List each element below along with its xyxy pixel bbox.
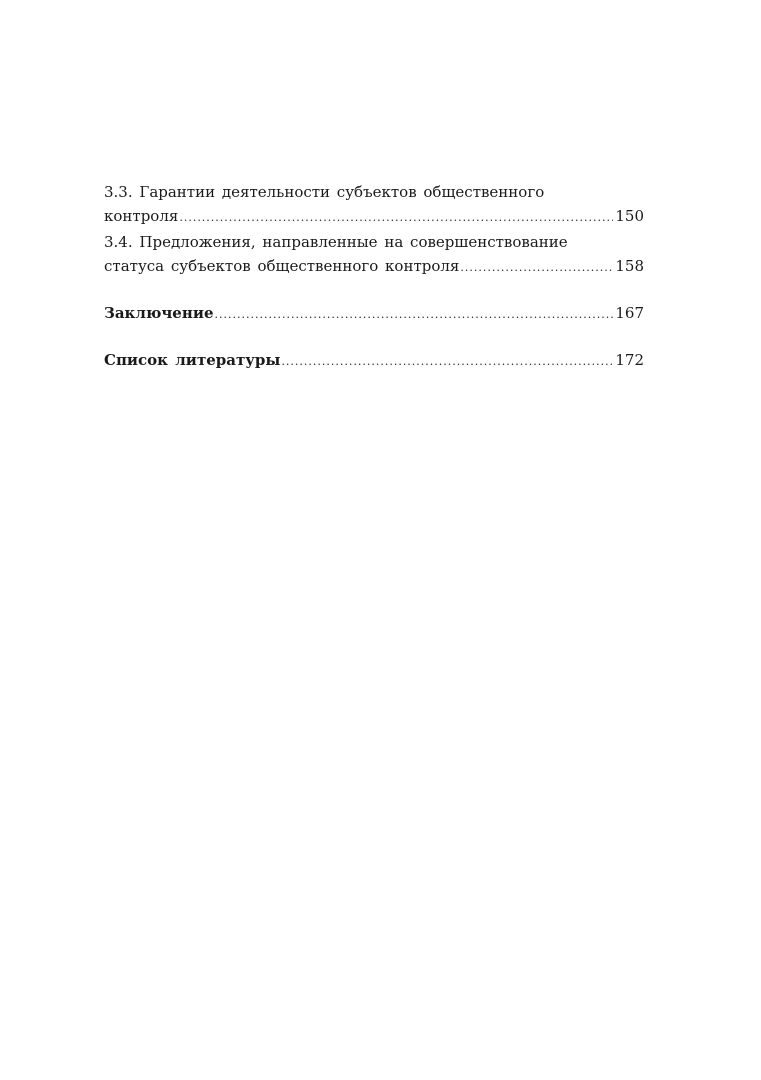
toc-entry-title: Заключение bbox=[104, 304, 214, 322]
dot-leader bbox=[179, 206, 613, 230]
toc-page-number: 158 bbox=[615, 257, 644, 275]
dot-leader bbox=[215, 303, 614, 327]
toc-entry-3-4[interactable] bbox=[104, 230, 644, 280]
toc-entry-title-line2: контроля bbox=[104, 207, 179, 225]
toc-entry-references[interactable] bbox=[104, 348, 644, 374]
toc-entry-title-line1: 3.3. Гарантии деятельности субъектов общественного bbox=[104, 183, 545, 201]
toc-entry-title: Список литературы bbox=[104, 351, 281, 369]
toc-entry-3-3[interactable] bbox=[104, 180, 644, 230]
toc-entry-conclusion[interactable] bbox=[104, 301, 644, 327]
toc-page-number: 150 bbox=[615, 207, 644, 225]
dot-leader bbox=[281, 350, 613, 374]
table-of-contents bbox=[104, 180, 644, 374]
dot-leader bbox=[460, 256, 613, 280]
toc-entry-title-line2: статуса субъектов общественного контроля bbox=[104, 257, 460, 275]
toc-page-number: 167 bbox=[615, 304, 644, 322]
toc-page-number: 172 bbox=[615, 351, 644, 369]
toc-entry-title-line1: 3.4. Предложения, направленные на совершенствование bbox=[104, 233, 568, 251]
